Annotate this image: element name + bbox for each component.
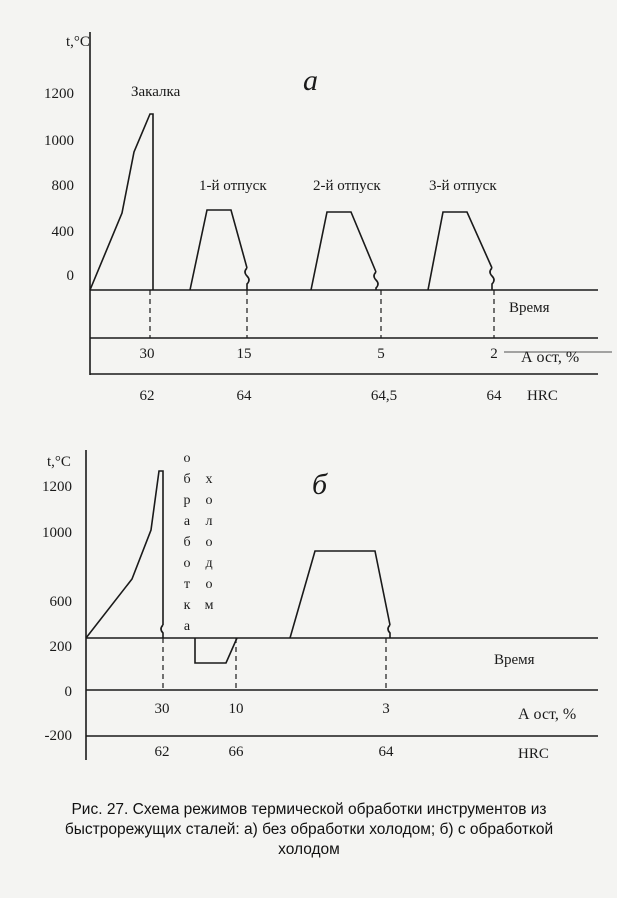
a-hrc-value: 64: [236, 388, 252, 404]
cold-letter: о: [183, 556, 191, 571]
cold-letter: а: [183, 619, 191, 634]
cold-letter: о: [205, 493, 213, 508]
b-quench-curve: [86, 471, 163, 638]
cold-letter: д: [205, 556, 213, 571]
a-stage-quench: Закалка: [131, 84, 181, 100]
caption-line-3: холодом: [278, 841, 340, 858]
a-austenite-value: 2: [490, 346, 498, 362]
a-y-axis-label: t,°C: [66, 34, 90, 50]
a-temper-3: [428, 212, 492, 290]
cold-letter: т: [183, 577, 191, 592]
b-temper-cool: [388, 625, 390, 638]
b-cold-treatment: [195, 638, 237, 663]
cold-letter: а: [183, 514, 191, 529]
b-hrc-value: 66: [228, 744, 244, 760]
a-time-label: Время: [509, 300, 550, 316]
a-tick-800: 800: [51, 178, 74, 194]
cold-letter: о: [183, 451, 191, 466]
b-tick-600: 600: [49, 594, 72, 610]
cold-letter: р: [183, 493, 191, 508]
cold-letter: о: [205, 535, 213, 550]
a-tick-1000: 1000: [44, 133, 74, 149]
a-temper-2: [311, 212, 376, 290]
a-cool-2: [374, 272, 378, 290]
b-austenite-value: 30: [154, 701, 170, 717]
b-austenite-value: 10: [228, 701, 244, 717]
b-hrc-value: 64: [378, 744, 394, 760]
a-hrc-value: 62: [139, 388, 155, 404]
a-hrc-label: HRC: [527, 388, 558, 404]
b-austenite-value: 3: [382, 701, 390, 717]
b-tick-minus-200: -200: [44, 728, 72, 744]
a-austenite-value: 15: [236, 346, 252, 362]
a-austenite-label: А ост, %: [521, 349, 580, 366]
a-cool-3: [490, 268, 494, 290]
b-hrc-label: HRC: [518, 746, 549, 762]
a-temper-1: [190, 210, 247, 290]
a-tick-1200: 1200: [44, 86, 74, 102]
b-austenite-label: А ост, %: [518, 706, 577, 723]
b-quench-cool: [161, 625, 163, 638]
a-quench-curve: [90, 114, 153, 290]
cold-letter: л: [205, 514, 213, 529]
b-tick-0: 0: [64, 684, 72, 700]
a-austenite-value: 5: [377, 346, 385, 362]
b-tick-1000: 1000: [42, 525, 72, 541]
a-stage-temper-2: 2-й отпуск: [313, 178, 381, 194]
cold-letter: х: [205, 472, 213, 487]
b-tick-200: 200: [49, 639, 72, 655]
a-tick-400: 400: [51, 224, 74, 240]
b-panel-letter: б: [312, 468, 328, 501]
b-tick-1200: 1200: [42, 479, 72, 495]
cold-letter: б: [183, 472, 191, 487]
figure-caption: [14, 800, 604, 860]
a-hrc-value: 64,5: [370, 388, 398, 404]
b-temper: [290, 551, 390, 638]
cold-letter: к: [183, 598, 191, 613]
caption-line-1: Рис. 27. Схема режимов термической обработки инструментов из: [71, 801, 547, 818]
cold-letter: б: [183, 535, 191, 550]
a-panel-letter: а: [303, 64, 318, 97]
a-tick-0: 0: [66, 268, 74, 284]
b-time-label: Время: [494, 652, 535, 668]
a-stage-temper-3: 3-й отпуск: [429, 178, 497, 194]
b-y-axis-label: t,°C: [47, 454, 71, 470]
a-austenite-value: 30: [139, 346, 155, 362]
cold-letter: о: [205, 577, 213, 592]
a-cool-1: [245, 268, 249, 290]
caption-line-2: быстрорежущих сталей: а) без обработки холодом; б) с обработкой: [64, 821, 554, 838]
a-hrc-value: 64: [486, 388, 502, 404]
a-stage-temper-1: 1-й отпуск: [199, 178, 267, 194]
cold-letter: м: [204, 598, 214, 613]
b-hrc-value: 62: [154, 744, 170, 760]
